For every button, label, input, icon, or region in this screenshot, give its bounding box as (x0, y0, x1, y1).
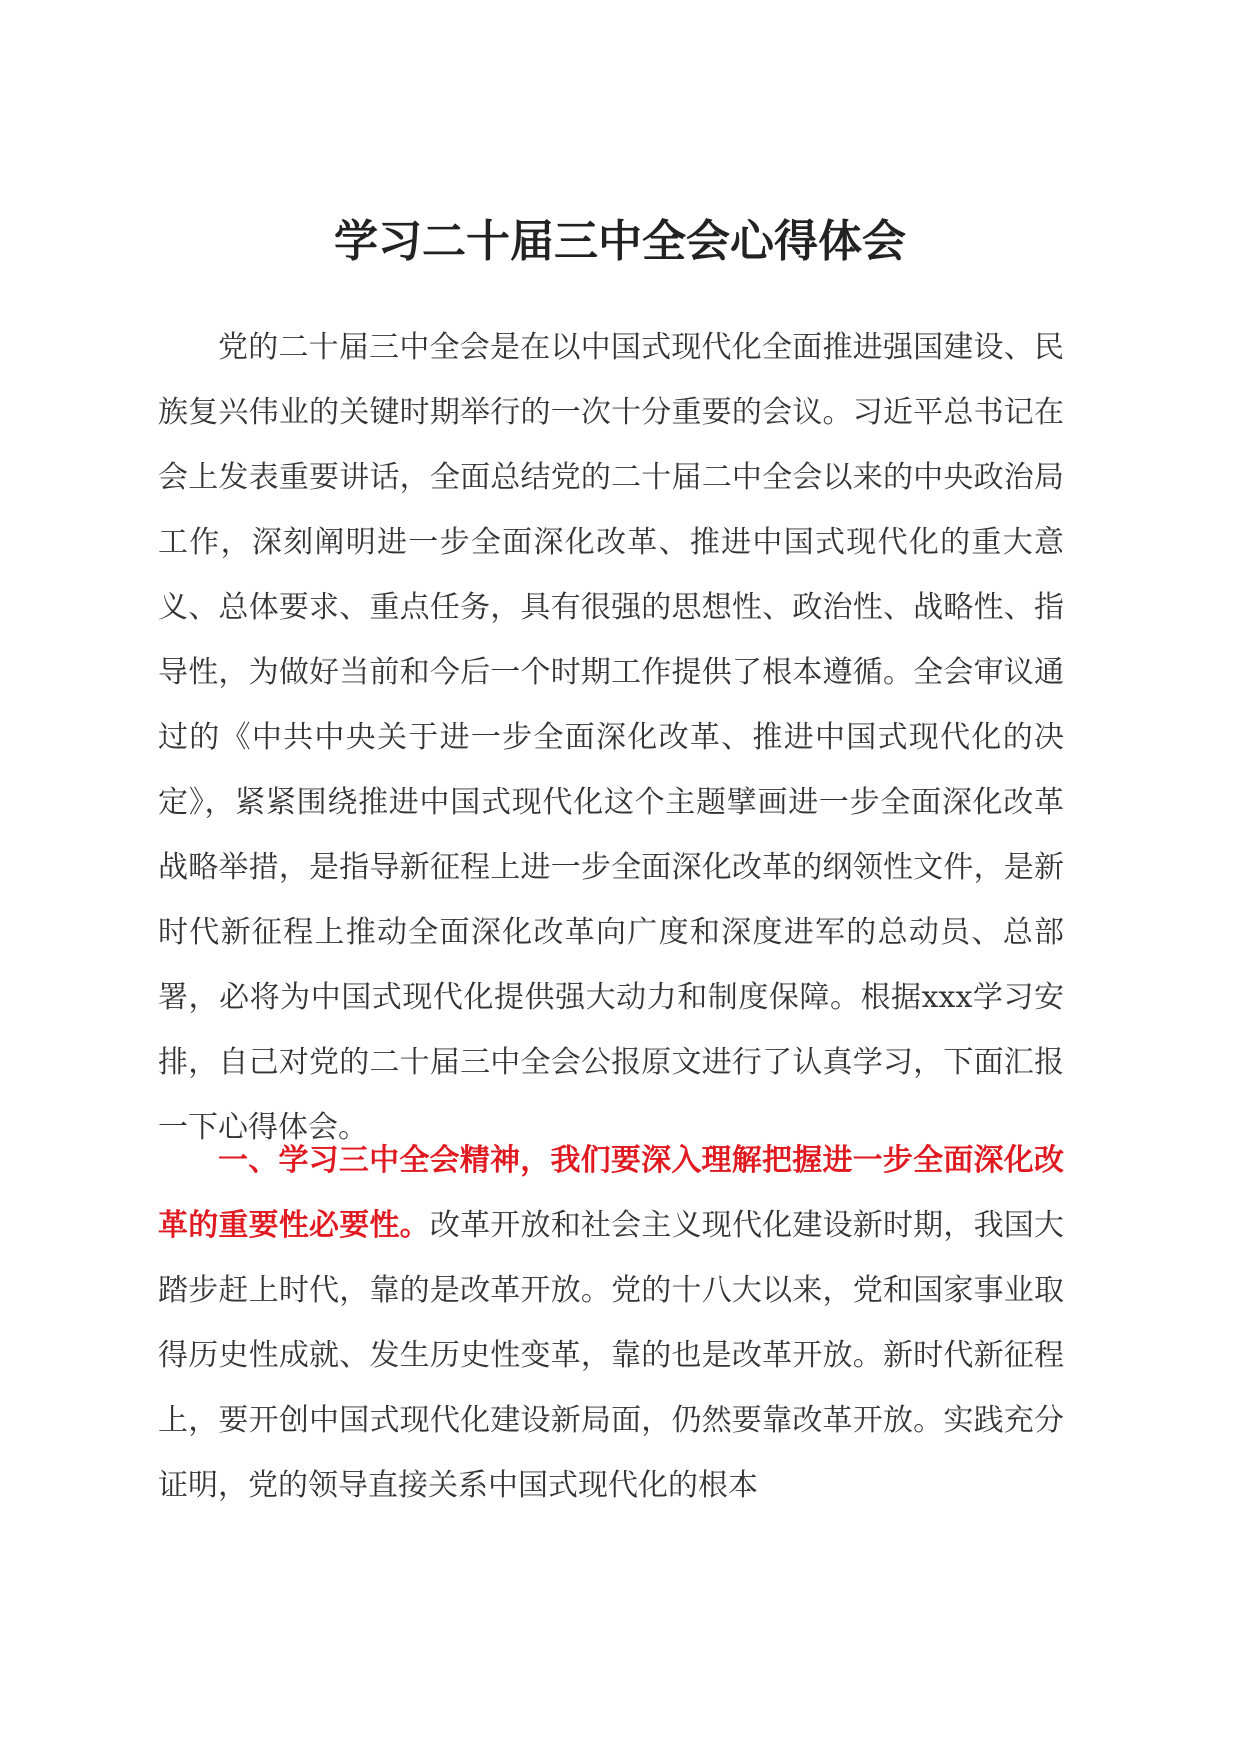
paragraph-section-1 (158, 1128, 1064, 1518)
paragraph-intro: 党的二十届三中全会是在以中国式现代化全面推进强国建设、民族复兴伟业的关键时期举行的一次十分重要的会议。习近平总书记在会上发表重要讲话，全面总结党的二十届二中全会以来的中央政治局工作，深刻阐明进一步全面深化改革、推进中国式现代化的重大意义、总体要求、重点任务，具有很强的思想性、政治性、战略性、指导性，为做好当前和今后一个时期工作提供了根本遵循。全会审议通过的《中共中央关于进一步全面深化改革、推进中国式现代化的决定》，紧紧围绕推进中国式现代化这个主题擘画进一步全面深化改革战略举措，是指导新征程上进一步全面深化改革的纲领性文件，是新时代新征程上推动全面深化改革向广度和深度进军的总动员、总部署，必将为中国式现代化提供强大动力和制度保障。根据xxx学习安排，自己对党的二十届三中全会公报原文进行了认真学习，下面汇报一下心得体会。 (158, 330, 1064, 1145)
section-1-heading: 一、学习三中全会精神，我们要深入理解把握进一步全面深化改革的重要性必要性。 (158, 1143, 1064, 1243)
document-title: 学习二十届三中全会心得体会 (334, 216, 906, 267)
section-1-text: 改革开放和社会主义现代化建设新时期，我国大踏步赶上时代，靠的是改革开放。党的十八大以来，党和国家事业取得历史性成就、发生历史性变革，靠的也是改革开放。新时代新征程上，要开创中国式现代化建设新局面，仍然要靠改革开放。实践充分证明，党的领导直接关系中国式现代化的根本 (158, 1208, 1065, 1503)
